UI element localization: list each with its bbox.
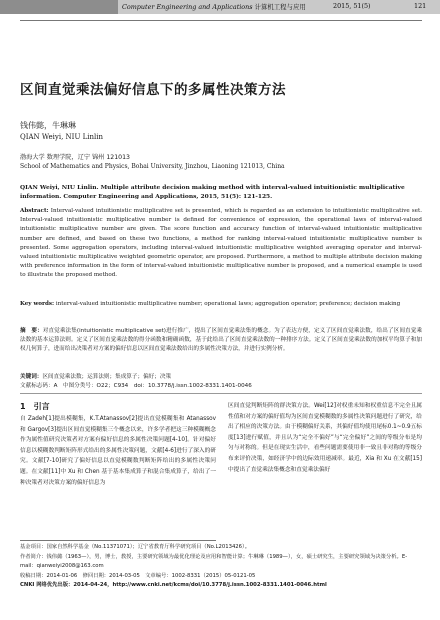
- abstract-cn: [20, 327, 422, 355]
- section-divider: [20, 393, 422, 394]
- authors-cn: 钱伟懿，牛琳琳: [20, 121, 76, 130]
- header-bar-accent: [0, 0, 118, 14]
- intro-left-column: 自 Zadeh[1]提出模糊集，K.T.Atanassov[2]提出直觉模糊集和 Atanassov 和 Gargov[3]提出区间直觉模糊集三个概念以来，许多学者把这三种模糊概念作为属性值研究决策者对方案有偏好信息的多属性决策问题[4-10]。针对偏好信息以模糊数判断矩阵形式给出的多属性决策问题，文献[4-6]进行了深入的研究。文献[7-10]研究了偏好信息以直觉模糊数判断矩阵给出的多属性决策问题。在文献[11]中 Xu 和 Chen 基于基本集成算子和混合集成算子，给出了一种决策者对决策方案的偏好信息为: [20, 416, 216, 486]
- keywords-label-cn: 关键词：: [20, 374, 43, 380]
- doi-line: 文献标志码：A 中图分类号：O22；C934 doi：10.3778/j.issn.1002-8331.1401-0046: [20, 383, 252, 389]
- footnote-fund: 基金项目：国家自然科学基金（No.11371071）；辽宁省教育厅科学研究项目（No.L2013426）。: [20, 544, 250, 550]
- paper-title: 区间直觉乘法偏好信息下的多属性决策方法: [20, 82, 286, 98]
- footnote-author: 作者简介：钱伟懿（1963—），男，博士，教授，主要研究领域为最优化理论及应用和智能计算；牛琳琳（1989—），女，硕士研究生，主要研究领域为决策分析。E-mail：qianweiyi2008@163.com: [20, 553, 408, 570]
- journal-name: Computer Engineering and Applications 计算机工程与应用: [122, 3, 306, 11]
- issue-number: 2015, 51(5): [333, 2, 371, 10]
- intro-right-column: 区间直觉判断矩阵的群决策方法。Wei[12]对权重未知和权重信息不完全且属性值和对方案的偏好值均为区间直觉模糊数的多属性决策问题进行了研究，给出了相应的决策方法。由于模糊偏好关系，其偏好值均使用尾标0.1~0.9五标度[13]进行赋值，并且认为“完全不偏好”与“完全偏好”之间的等级分布是均匀与对称的。但是在现实生活中，看些问题需要使用非一致且非对称的等级分布来评价决策，如经济学中的边际效用递减率。最近，Xia 和 Xu 在文献[15]中提出了直觉乘法集概念和直觉乘法偏好: [228, 403, 422, 473]
- keywords-cn: [20, 372, 422, 380]
- abstract-text-cn: 对直觉乘法集(intuitionistic multiplicative set)进行推广，提出了区间直觉乘法集的概念。为了表达方便，定义了区间直觉乘法数，给出了区间直觉乘法数的基本运算法则。定义了区间直觉乘法数的得分函数和精确函数，基于此给出了区间直觉乘法数的一种排序方法。定义了区间直觉乘法数的加权平均算子和加权几何算子，进而给出决策者对方案的偏好信息以区间直觉乘法数给出的多属性决策方法，并进行实例分析。: [20, 328, 422, 353]
- footnote-rule: [20, 540, 216, 541]
- abstract-text-en: Interval-valued intuitionistic multiplicative set is presented, which is regarded as an extension to intuitionistic multiplicative set. Interval-valued intuitionistic multiplicative number is defined for convenience of expression, the operational laws of interval-valued intuitionistic multiplicative number are given. The score function and accuracy function of interval-valued intuitionistic multiplicative number are defined, and based on these two functions, a method for ranking interval-valued intuitionistic multiplicative number is presented. Some aggregation operators, including interval-valued intuitionistic multiplicative weighted averaging operator and interval-valued intuitionistic multiplicative weighted geometric operator, are proposed. Furthermore, a method to multiple attribute decision making with preference information in the form of interval-valued intuitionistic multiplicative number is proposed, and a numerical example is used to illustrate the proposed method.: [20, 208, 422, 279]
- footnote-dates: 收稿日期：2014-01-06 修回日期：2014-03-05 文章编号：1002-8331（2015）05-0121-05: [20, 572, 256, 579]
- keywords-label-en: Key words:: [20, 301, 55, 307]
- footnotes: [20, 543, 422, 591]
- header-rule: [20, 20, 422, 21]
- page-number: 121: [414, 2, 427, 10]
- abstract-label-cn: 摘 要：: [20, 328, 43, 334]
- running-header: [0, 0, 440, 14]
- abstract-en: [20, 207, 422, 281]
- keywords-text-cn: 区间直觉乘法数；运算法则；集成算子；偏好；决策: [42, 374, 172, 380]
- footnote-cnki: CNKI 网络优先出版：2014-04-24，http://www.cnki.net/kcms/doi/10.3778/j.issn.1002-8331.1401-0046.html: [20, 582, 327, 589]
- journal-name-cn: 计算机工程与应用: [254, 3, 306, 11]
- affiliation-cn: 渤海大学 数理学院，辽宁 锦州 121013: [20, 154, 130, 161]
- citation: QIAN Weiyi, NIU Linlin. Multiple attribute decision making method with interval-valued intuitionistic multiplicative information. Computer Engineering and Applications, 2015, 51(5): 121-125.: [20, 184, 405, 200]
- keywords-en: [20, 300, 422, 309]
- affiliation-en: School of Mathematics and Physics, Bohai University, Jinzhou, Liaoning 121013, China: [20, 163, 285, 170]
- authors-en: QIAN Weiyi, NIU Linlin: [20, 133, 103, 141]
- keywords-text-en: interval-valued intuitionistic multiplicative number; operational laws; aggregation operator; preference; decision making: [55, 301, 401, 307]
- abstract-label-en: Abstract:: [20, 208, 49, 214]
- section-heading: 1 引言: [20, 402, 50, 411]
